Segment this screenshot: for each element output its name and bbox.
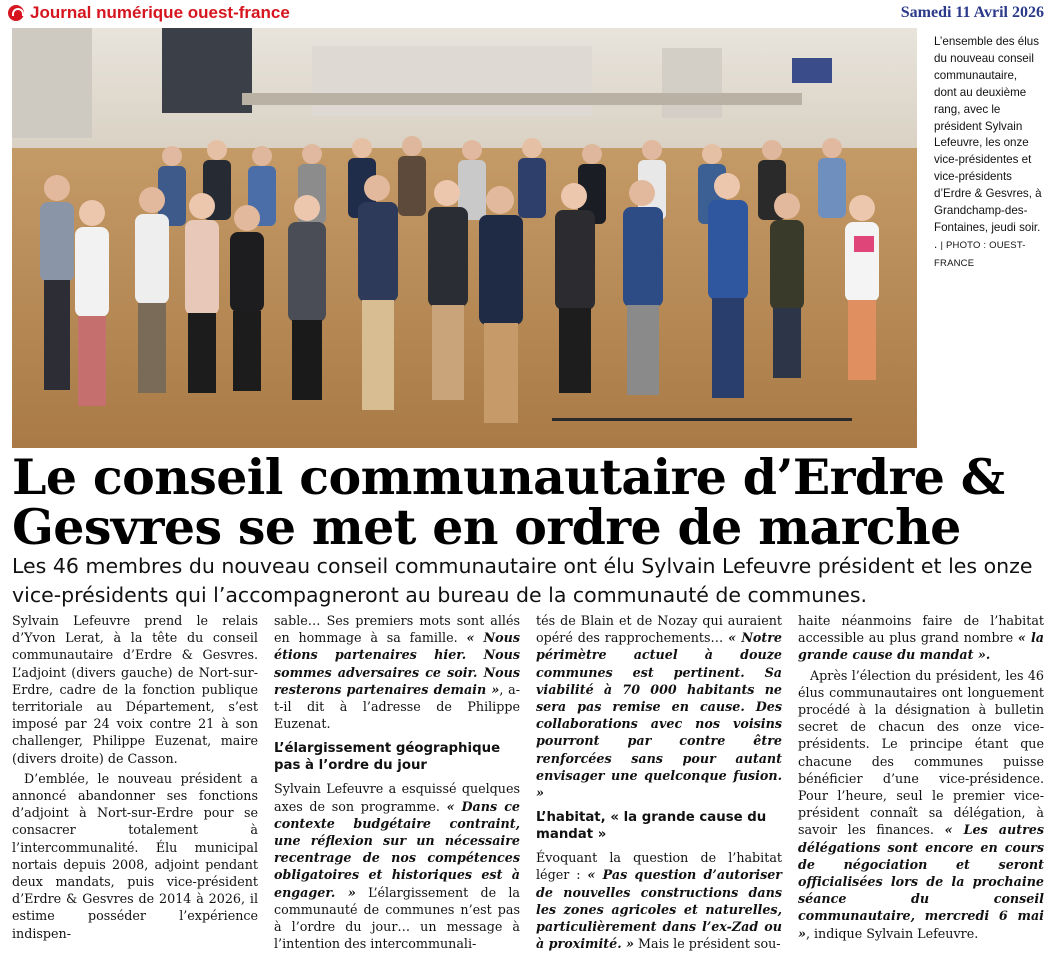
group-photo-illustration (12, 28, 917, 448)
quote: « la grande cause du mandat ». (798, 630, 1044, 663)
paragraph: D’emblée, le nouveau président a annoncé abandonner ses fonctions d’adjoint à Nort-sur-Erdre pour se consacrer totalement à l’intercommunalité. Élu municipal nortais depuis 2008, adjoint pendant deux mandats, puis vice-président d’Erdre & Gesvres de 2014 à 2026, il estime posséder l’expérience indispen- (12, 770, 258, 941)
paragraph: Sylvain Lefeuvre prend le relais d’Yvon Lerat, à la tête du conseil communautaire d’Erdre & Gesvres. L’adjoint (divers gauche) de Nort-sur-Erdre, cadre de la fonction publique territoriale au Département, s’est imposé par 24 voix contre 21 à son challenger, Philippe Euzenat, maire (divers droite) de Casson. (12, 613, 258, 766)
photo-credit: | PHOTO : OUEST-FRANCE (934, 239, 1026, 269)
quote: « Nous étions partenaires hier. Nous sommes adversaires ce soir. Nous resterons partenaires demain » (274, 630, 520, 697)
text: , indique Sylvain Lefeuvre. (805, 925, 979, 941)
column-3 (536, 612, 782, 955)
column-2 (274, 612, 520, 955)
text: L’élargissement de la communauté de communes n’est pas à l’ordre du jour… un message à l’intention des intercommunali- (274, 884, 520, 952)
article-subhead: Les 46 membres du nouveau conseil communautaire ont élu Sylvain Lefeuvre président et les onze vice-présidents qui l’accompagneront au bureau de la communauté de communes. (12, 554, 1033, 607)
brand[interactable] (8, 3, 290, 23)
section-heading: L’habitat, « la grande cause du mandat » (536, 810, 767, 843)
caption-text: L’ensemble des élus du nouveau conseil communautaire, dont au deuxième rang, avec le président Sylvain Lefeuvre, les onze vice-présidentes et vice-présidents d’Erdre & Gesvres, à Grandchamp-des-Fontaines, jeudi soir. . (934, 35, 1042, 251)
column-1 (12, 612, 258, 955)
publication-date: Samedi 11 Avril 2026 (900, 4, 1044, 21)
text: Sylvain Lefeuvre a esquissé quelques axes de son programme. (274, 781, 520, 814)
paragraph (274, 612, 520, 732)
article-body (12, 612, 1044, 955)
quote: « Les autres délégations sont encore en cours de négociation et seront officialisées lors de la prochaine séance du conseil communautaire, mercredi 6 mai » (798, 822, 1044, 941)
article-headline: Le conseil communautaire d’Erdre & Gesvres se met en ordre de marche (12, 448, 1005, 556)
column-4 (798, 612, 1044, 955)
text: , a-t-il dit à l’adresse de Philippe Euzenat. (274, 681, 520, 732)
brand-name: Journal numérique ouest-france (30, 3, 290, 22)
section-heading: L’élargissement géographique pas à l’ordre du jour (274, 741, 501, 774)
photo-caption (934, 34, 1042, 273)
quote: « Notre périmètre actuel à douze communes est pertinent. Sa viabilité à 70 000 habitants ne sera pas remise en cause. Des collaborations avec nos voisins pourront par contre être renforcées sans pour autant envisager une quelconque fusion. » (536, 630, 782, 801)
paragraph (274, 780, 520, 952)
group-photo (12, 28, 917, 448)
text: Mais le président sou- (633, 936, 781, 952)
photo-credit-label: PHOTO : OUEST-FRANCE (934, 239, 1026, 269)
paragraph (798, 667, 1044, 942)
text: tés de Blain et de Nozay qui auraient opéré des rapprochements… (536, 613, 782, 646)
quote: « Pas question d’autoriser de nouvelles constructions dans les zones agricoles et naturelles, particulièrement dans l’ex-Zad ou à proximité. » (536, 867, 782, 952)
masthead (0, 0, 1052, 28)
paragraph (536, 849, 782, 952)
text: sable… Ses premiers mots sont allés en hommage à sa famille. (274, 613, 520, 646)
text: haite néanmoins faire de l’habitat accessible au plus grand nombre (798, 613, 1044, 646)
paragraph (536, 612, 782, 801)
text: Évoquant la question de l’habitat léger : (536, 850, 782, 883)
ouest-france-logo-icon (8, 5, 24, 21)
quote: « Dans ce contexte budgétaire contraint, une réflexion sur un nécessaire recentrage de nos compétences obligatoires et historiques est à engager. » (274, 798, 520, 900)
text: Après l’élection du président, les 46 élus communautaires ont longuement procédé à la désignation à bulletin secret de chacun des onze vice-présidents. Le principe étant que chacune des communes puisse bénéficier d’une vice-présidence. Pour l’heure, seul le premier vice-président connaît sa délégation, à savoir les finances. (798, 667, 1044, 838)
paragraph (798, 612, 1044, 664)
